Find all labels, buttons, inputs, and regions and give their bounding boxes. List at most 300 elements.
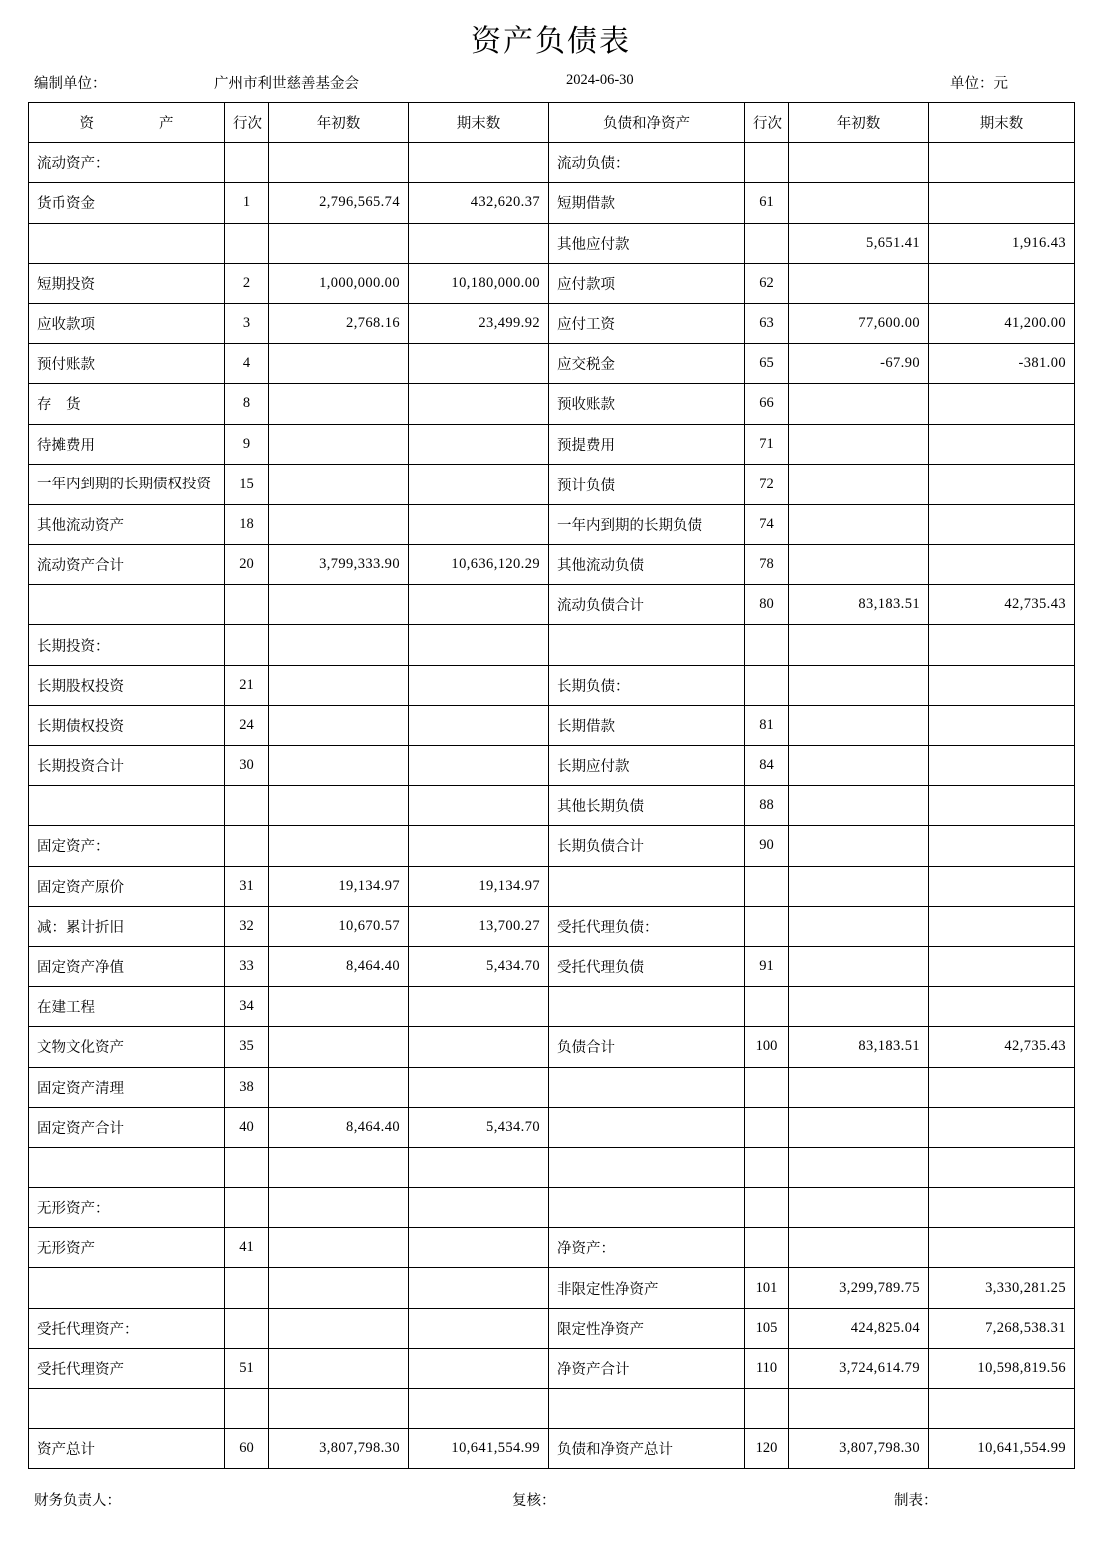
liability-label <box>549 987 745 1027</box>
liability-line-no: 90 <box>745 826 789 866</box>
asset-end-value <box>409 1268 549 1308</box>
liability-end-value <box>929 786 1075 826</box>
table-row <box>29 143 1075 183</box>
asset-label: 应收款项 <box>29 303 225 343</box>
liability-line-no: 78 <box>745 545 789 585</box>
asset-line-no: 41 <box>225 1228 269 1268</box>
table-row <box>29 987 1075 1027</box>
table-row <box>29 866 1075 906</box>
asset-line-no <box>225 1308 269 1348</box>
asset-begin-value <box>269 746 409 786</box>
asset-begin-value <box>269 143 409 183</box>
asset-label <box>29 786 225 826</box>
liability-line-no: 74 <box>745 504 789 544</box>
asset-line-no: 20 <box>225 545 269 585</box>
liability-end-value: 10,641,554.99 <box>929 1429 1075 1469</box>
table-row <box>29 504 1075 544</box>
asset-begin-value: 8,464.40 <box>269 946 409 986</box>
liability-begin-value <box>789 143 929 183</box>
asset-line-no <box>225 1147 269 1187</box>
liability-end-value <box>929 705 1075 745</box>
liability-end-value: -381.00 <box>929 344 1075 384</box>
liability-label: 长期负债： <box>549 665 745 705</box>
asset-begin-value <box>269 705 409 745</box>
asset-end-value <box>409 1389 549 1429</box>
header-begin-right: 年初数 <box>789 103 929 143</box>
table-body <box>29 143 1075 1469</box>
header-liability: 负债和净资产 <box>549 103 745 143</box>
liability-end-value <box>929 545 1075 585</box>
liability-end-value <box>929 906 1075 946</box>
asset-begin-value: 10,670.57 <box>269 906 409 946</box>
currency-unit: 单位：元 <box>950 76 1008 92</box>
asset-end-value: 10,636,120.29 <box>409 545 549 585</box>
liability-label: 流动负债合计 <box>549 585 745 625</box>
prepared-by-label: 编制单位： <box>34 76 107 92</box>
asset-label: 固定资产： <box>29 826 225 866</box>
asset-end-value <box>409 705 549 745</box>
asset-end-value <box>409 344 549 384</box>
liability-end-value <box>929 1107 1075 1147</box>
document-meta <box>28 70 1074 96</box>
liability-begin-value: 424,825.04 <box>789 1308 929 1348</box>
asset-end-value <box>409 1067 549 1107</box>
liability-line-no: 110 <box>745 1348 789 1388</box>
asset-begin-value <box>269 1147 409 1187</box>
liability-label: 预收账款 <box>549 384 745 424</box>
liability-begin-value <box>789 906 929 946</box>
asset-begin-value <box>269 585 409 625</box>
table-row <box>29 545 1075 585</box>
liability-label: 应付款项 <box>549 263 745 303</box>
liability-label: 净资产合计 <box>549 1348 745 1388</box>
liability-begin-value: 3,724,614.79 <box>789 1348 929 1388</box>
asset-label: 流动资产合计 <box>29 545 225 585</box>
liability-begin-value: 83,183.51 <box>789 585 929 625</box>
asset-end-value <box>409 826 549 866</box>
asset-end-value: 5,434.70 <box>409 946 549 986</box>
balance-sheet-table <box>28 102 1075 1469</box>
liability-begin-value <box>789 866 929 906</box>
asset-line-no <box>225 1188 269 1228</box>
asset-line-no: 18 <box>225 504 269 544</box>
table-header-row <box>29 103 1075 143</box>
liability-begin-value <box>789 183 929 223</box>
liability-begin-value <box>789 1188 929 1228</box>
liability-begin-value <box>789 384 929 424</box>
table-row <box>29 946 1075 986</box>
asset-begin-value <box>269 464 409 504</box>
liability-label: 长期负债合计 <box>549 826 745 866</box>
asset-begin-value: 8,464.40 <box>269 1107 409 1147</box>
liability-line-no <box>745 1067 789 1107</box>
liability-end-value <box>929 183 1075 223</box>
asset-begin-value <box>269 665 409 705</box>
liability-end-value: 7,268,538.31 <box>929 1308 1075 1348</box>
liability-end-value <box>929 625 1075 665</box>
table-row <box>29 906 1075 946</box>
asset-end-value <box>409 424 549 464</box>
organization-name: 广州市利世慈善基金会 <box>214 76 359 92</box>
asset-end-value <box>409 585 549 625</box>
liability-begin-value <box>789 1389 929 1429</box>
asset-begin-value <box>269 786 409 826</box>
asset-line-no: 51 <box>225 1348 269 1388</box>
liability-begin-value <box>789 1228 929 1268</box>
liability-label: 其他长期负债 <box>549 786 745 826</box>
liability-end-value <box>929 1147 1075 1187</box>
asset-begin-value: 3,807,798.30 <box>269 1429 409 1469</box>
liability-line-no: 71 <box>745 424 789 464</box>
asset-begin-value <box>269 826 409 866</box>
asset-line-no: 32 <box>225 906 269 946</box>
table-row <box>29 1429 1075 1469</box>
table-row <box>29 1348 1075 1388</box>
liability-line-no <box>745 987 789 1027</box>
asset-begin-value <box>269 625 409 665</box>
asset-end-value <box>409 1308 549 1348</box>
asset-label <box>29 1389 225 1429</box>
asset-label: 其他流动资产 <box>29 504 225 544</box>
liability-end-value <box>929 1188 1075 1228</box>
asset-end-value <box>409 746 549 786</box>
liability-line-no <box>745 625 789 665</box>
table-row <box>29 585 1075 625</box>
asset-begin-value <box>269 1389 409 1429</box>
asset-begin-value: 3,799,333.90 <box>269 545 409 585</box>
asset-label <box>29 223 225 263</box>
table-row <box>29 625 1075 665</box>
liability-begin-value <box>789 545 929 585</box>
liability-end-value: 42,735.43 <box>929 585 1075 625</box>
asset-line-no: 4 <box>225 344 269 384</box>
asset-label: 长期投资合计 <box>29 746 225 786</box>
asset-label: 在建工程 <box>29 987 225 1027</box>
liability-end-value: 42,735.43 <box>929 1027 1075 1067</box>
liability-label <box>549 1147 745 1187</box>
liability-label <box>549 1107 745 1147</box>
liability-line-no <box>745 143 789 183</box>
asset-end-value: 10,180,000.00 <box>409 263 549 303</box>
liability-label: 负债合计 <box>549 1027 745 1067</box>
asset-begin-value <box>269 384 409 424</box>
liability-line-no: 65 <box>745 344 789 384</box>
liability-label: 非限定性净资产 <box>549 1268 745 1308</box>
header-end-left: 期末数 <box>409 103 549 143</box>
liability-line-no <box>745 1107 789 1147</box>
asset-end-value <box>409 223 549 263</box>
asset-end-value: 23,499.92 <box>409 303 549 343</box>
liability-begin-value <box>789 1107 929 1147</box>
liability-line-no <box>745 1188 789 1228</box>
liability-end-value <box>929 424 1075 464</box>
asset-line-no: 31 <box>225 866 269 906</box>
asset-label: 减：累计折旧 <box>29 906 225 946</box>
liability-label: 应交税金 <box>549 344 745 384</box>
asset-end-value <box>409 143 549 183</box>
asset-line-no <box>225 625 269 665</box>
table-row <box>29 1389 1075 1429</box>
asset-end-value <box>409 384 549 424</box>
liability-label: 负债和净资产总计 <box>549 1429 745 1469</box>
asset-line-no <box>225 826 269 866</box>
asset-line-no: 9 <box>225 424 269 464</box>
header-begin-left: 年初数 <box>269 103 409 143</box>
table-row <box>29 384 1075 424</box>
asset-line-no: 1 <box>225 183 269 223</box>
asset-line-no: 34 <box>225 987 269 1027</box>
asset-line-no: 21 <box>225 665 269 705</box>
liability-end-value <box>929 987 1075 1027</box>
asset-end-value <box>409 1027 549 1067</box>
table-row <box>29 705 1075 745</box>
table-row <box>29 223 1075 263</box>
asset-label: 短期投资 <box>29 263 225 303</box>
liability-label <box>549 1188 745 1228</box>
asset-label: 固定资产清理 <box>29 1067 225 1107</box>
liability-begin-value <box>789 424 929 464</box>
asset-begin-value: 1,000,000.00 <box>269 263 409 303</box>
asset-end-value: 19,134.97 <box>409 866 549 906</box>
liability-end-value <box>929 504 1075 544</box>
asset-end-value <box>409 1228 549 1268</box>
liability-end-value <box>929 946 1075 986</box>
asset-line-no: 3 <box>225 303 269 343</box>
table-row <box>29 183 1075 223</box>
asset-line-no: 38 <box>225 1067 269 1107</box>
asset-line-no: 40 <box>225 1107 269 1147</box>
signature-row <box>28 1483 1074 1523</box>
reviewer-label: 复核： <box>512 1493 556 1510</box>
table-row <box>29 1188 1075 1228</box>
table-row <box>29 1107 1075 1147</box>
header-end-right: 期末数 <box>929 103 1075 143</box>
liability-end-value <box>929 826 1075 866</box>
liability-end-value <box>929 1067 1075 1107</box>
liability-label <box>549 1389 745 1429</box>
liability-line-no: 101 <box>745 1268 789 1308</box>
asset-line-no <box>225 585 269 625</box>
asset-begin-value <box>269 424 409 464</box>
liability-end-value <box>929 665 1075 705</box>
asset-label <box>29 1147 225 1187</box>
liability-begin-value: 3,807,798.30 <box>789 1429 929 1469</box>
asset-label: 长期债权投资 <box>29 705 225 745</box>
liability-label: 受托代理负债： <box>549 906 745 946</box>
liability-begin-value <box>789 625 929 665</box>
asset-label: 固定资产合计 <box>29 1107 225 1147</box>
liability-label: 其他应付款 <box>549 223 745 263</box>
liability-line-no: 100 <box>745 1027 789 1067</box>
liability-end-value <box>929 1389 1075 1429</box>
liability-label <box>549 866 745 906</box>
asset-begin-value <box>269 1067 409 1107</box>
asset-label <box>29 1268 225 1308</box>
asset-begin-value <box>269 223 409 263</box>
table-row <box>29 786 1075 826</box>
liability-begin-value <box>789 504 929 544</box>
liability-line-no: 72 <box>745 464 789 504</box>
liability-end-value <box>929 384 1075 424</box>
asset-end-value <box>409 625 549 665</box>
asset-begin-value <box>269 1348 409 1388</box>
liability-line-no <box>745 665 789 705</box>
asset-begin-value: 2,768.16 <box>269 303 409 343</box>
liability-begin-value: -67.90 <box>789 344 929 384</box>
liability-label: 限定性净资产 <box>549 1308 745 1348</box>
liability-label: 一年内到期的长期负债 <box>549 504 745 544</box>
liability-begin-value <box>789 665 929 705</box>
liability-begin-value <box>789 746 929 786</box>
asset-end-value: 10,641,554.99 <box>409 1429 549 1469</box>
liability-end-value <box>929 464 1075 504</box>
asset-line-no: 2 <box>225 263 269 303</box>
asset-label: 待摊费用 <box>29 424 225 464</box>
liability-end-value <box>929 746 1075 786</box>
asset-end-value <box>409 987 549 1027</box>
asset-label: 流动资产： <box>29 143 225 183</box>
liability-label: 预计负债 <box>549 464 745 504</box>
table-row <box>29 826 1075 866</box>
liability-begin-value <box>789 1147 929 1187</box>
table-row <box>29 1228 1075 1268</box>
financial-officer-label: 财务负责人： <box>34 1493 121 1510</box>
asset-label: 固定资产净值 <box>29 946 225 986</box>
liability-line-no <box>745 866 789 906</box>
liability-line-no: 105 <box>745 1308 789 1348</box>
asset-label: 无形资产： <box>29 1188 225 1228</box>
liability-begin-value <box>789 1067 929 1107</box>
preparer-label: 制表： <box>894 1493 938 1510</box>
table-row <box>29 665 1075 705</box>
liability-line-no: 61 <box>745 183 789 223</box>
asset-label: 受托代理资产： <box>29 1308 225 1348</box>
liability-begin-value <box>789 263 929 303</box>
liability-line-no <box>745 223 789 263</box>
liability-begin-value: 3,299,789.75 <box>789 1268 929 1308</box>
liability-line-no <box>745 1228 789 1268</box>
liability-begin-value: 5,651.41 <box>789 223 929 263</box>
liability-label: 短期借款 <box>549 183 745 223</box>
liability-line-no: 62 <box>745 263 789 303</box>
asset-end-value <box>409 1188 549 1228</box>
asset-end-value <box>409 1348 549 1388</box>
liability-begin-value: 83,183.51 <box>789 1027 929 1067</box>
liability-begin-value: 77,600.00 <box>789 303 929 343</box>
liability-line-no: 120 <box>745 1429 789 1469</box>
asset-label: 预付账款 <box>29 344 225 384</box>
table-row <box>29 1147 1075 1187</box>
liability-begin-value <box>789 464 929 504</box>
liability-end-value <box>929 866 1075 906</box>
table-row <box>29 263 1075 303</box>
asset-begin-value <box>269 1308 409 1348</box>
asset-end-value <box>409 786 549 826</box>
liability-label: 预提费用 <box>549 424 745 464</box>
asset-label: 受托代理资产 <box>29 1348 225 1388</box>
asset-end-value <box>409 464 549 504</box>
liability-line-no <box>745 1147 789 1187</box>
liability-label: 应付工资 <box>549 303 745 343</box>
liability-label <box>549 1067 745 1107</box>
asset-label: 长期投资： <box>29 625 225 665</box>
liability-label: 净资产： <box>549 1228 745 1268</box>
asset-end-value: 432,620.37 <box>409 183 549 223</box>
asset-begin-value <box>269 504 409 544</box>
asset-end-value: 5,434.70 <box>409 1107 549 1147</box>
asset-label: 固定资产原价 <box>29 866 225 906</box>
liability-label: 受托代理负债 <box>549 946 745 986</box>
table-row <box>29 1067 1075 1107</box>
liability-begin-value <box>789 987 929 1027</box>
liability-label: 其他流动负债 <box>549 545 745 585</box>
asset-label: 文物文化资产 <box>29 1027 225 1067</box>
liability-end-value: 41,200.00 <box>929 303 1075 343</box>
asset-line-no: 15 <box>225 464 269 504</box>
liability-label <box>549 625 745 665</box>
asset-label: 货币资金 <box>29 183 225 223</box>
asset-line-no: 30 <box>225 746 269 786</box>
liability-line-no: 88 <box>745 786 789 826</box>
table-row <box>29 344 1075 384</box>
liability-line-no <box>745 1389 789 1429</box>
asset-line-no <box>225 1389 269 1429</box>
asset-begin-value <box>269 1228 409 1268</box>
table-row <box>29 1027 1075 1067</box>
asset-line-no: 60 <box>225 1429 269 1469</box>
asset-line-no <box>225 223 269 263</box>
liability-begin-value <box>789 705 929 745</box>
liability-end-value: 1,916.43 <box>929 223 1075 263</box>
asset-end-value <box>409 1147 549 1187</box>
report-date: 2024-06-30 <box>566 72 634 88</box>
asset-end-value: 13,700.27 <box>409 906 549 946</box>
asset-label: 长期股权投资 <box>29 665 225 705</box>
asset-line-no: 24 <box>225 705 269 745</box>
asset-label: 无形资产 <box>29 1228 225 1268</box>
table-row <box>29 464 1075 504</box>
table-row <box>29 1268 1075 1308</box>
liability-line-no: 80 <box>745 585 789 625</box>
liability-label: 长期借款 <box>549 705 745 745</box>
liability-line-no: 84 <box>745 746 789 786</box>
asset-begin-value <box>269 1188 409 1228</box>
asset-label: 一年内到期的长期债权投资 <box>29 464 225 504</box>
liability-line-no <box>745 906 789 946</box>
asset-line-no <box>225 1268 269 1308</box>
liability-end-value <box>929 263 1075 303</box>
asset-end-value <box>409 665 549 705</box>
liability-line-no: 63 <box>745 303 789 343</box>
table-row <box>29 424 1075 464</box>
liability-end-value <box>929 1228 1075 1268</box>
liability-label: 长期应付款 <box>549 746 745 786</box>
table-row <box>29 303 1075 343</box>
header-line-no-left: 行次 <box>225 103 269 143</box>
liability-line-no: 91 <box>745 946 789 986</box>
table-row <box>29 1308 1075 1348</box>
asset-begin-value: 19,134.97 <box>269 866 409 906</box>
asset-begin-value: 2,796,565.74 <box>269 183 409 223</box>
liability-end-value <box>929 143 1075 183</box>
liability-label: 流动负债： <box>549 143 745 183</box>
liability-end-value: 3,330,281.25 <box>929 1268 1075 1308</box>
asset-line-no <box>225 143 269 183</box>
liability-line-no: 66 <box>745 384 789 424</box>
liability-end-value: 10,598,819.56 <box>929 1348 1075 1388</box>
liability-begin-value <box>789 826 929 866</box>
asset-line-no: 8 <box>225 384 269 424</box>
